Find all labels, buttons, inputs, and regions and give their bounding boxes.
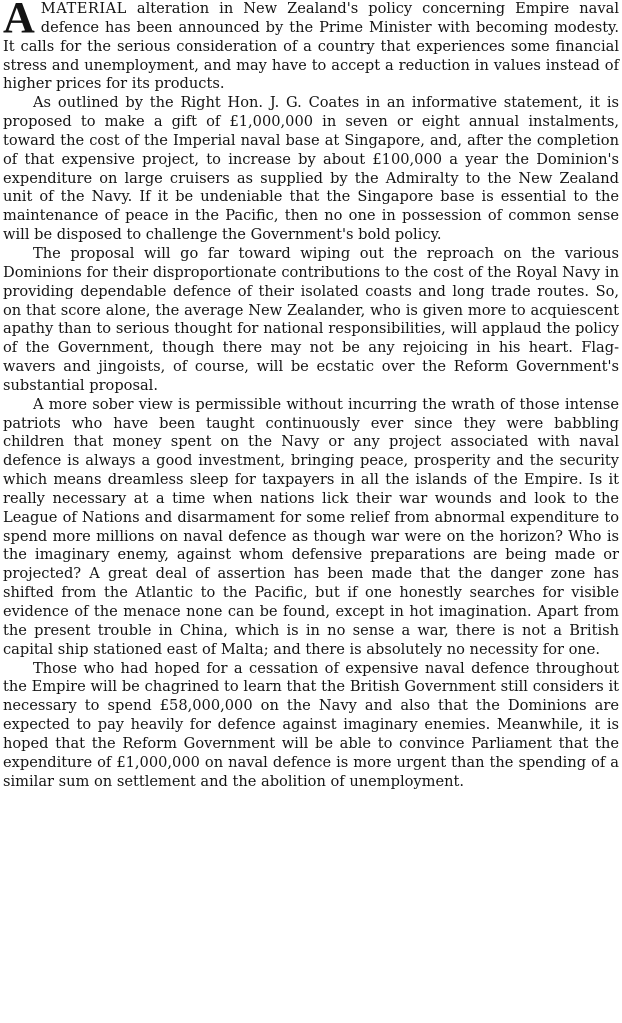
- article-paragraph-3: The proposal will go far toward wiping out the reproach on the various Dominions for their disproportionate contributions to the cost of the Royal Navy in providing dependable defence of their isolated coasts and long trade routes. So, on that score alone, the average New Zealander, who is given more to acquiescent apathy than to serious thought for national responsibilities, will applaud the policy of the Government, though there may not be any rejoicing in his heart. Flag-wavers and jingoists, of course, will be ecstatic over the Reform Government's substantial proposal.: [3, 244, 619, 394]
- article-column: [3, 0, 619, 791]
- paragraph-text: alteration in New Zealand's policy concerning Empire naval defence has been announced by the Prime Minister with becoming modesty. It calls for the serious consideration of a country that experiences some financial stress and unemployment, and may have to accept a reduction in values instead of higher prices for its products.: [3, 0, 619, 93]
- article-paragraph-5: Those who had hoped for a cessation of expensive naval defence throughout the Empire will be chagrined to learn that the British Government still considers it necessary to spend £58,000,000 on the Navy and also that the Dominions are expected to pay heavily for defence against imaginary enemies. Meanwhile, it is hoped that the Reform Government will be able to convince Parliament that the expenditure of £1,000,000 on naval defence is more urgent than the spending of a similar sum on settlement and the abolition of unemployment.: [3, 659, 619, 790]
- article-paragraph-2: As outlined by the Right Hon. J. G. Coates in an informative statement, it is proposed to make a gift of £1,000,000 in seven or eight annual instalments, toward the cost of the Imperial naval base at Singapore, and, after the completion of that expensive project, to increase by about £100,000 a year the Dominion's expenditure on large cruisers as supplied by the Admiralty to the New Zealand unit of the Navy. If it be undeniable that the Singapore base is essential to the maintenance of peace in the Pacific, then no one in possession of common sense will be disposed to challenge the Government's bold policy.: [3, 94, 619, 244]
- drop-cap: A: [3, 0, 35, 42]
- article-paragraph-4: A more sober view is permissible without incurring the wrath of those intense patriots who have been taught continuously ever since they were babbling children that money spent on the Navy or any project associated with naval defence is always a good investment, bringing peace, prosperity and the security which means dreamless sleep for taxpayers in all the islands of the Empire. Is it really necessary at a time when nations lick their war wounds and look to the League of Nations and disarmament for some relief from abnormal expenditure to spend more millions on naval defence as though war were on the horizon? Who is the imaginary enemy, against whom defensive preparations are being made or projected? A great deal of assertion has been made that the danger zone has shifted from the Atlantic to the Pacific, but if one honestly searches for visible evidence of the menace none can be found, except in hot imagination. Apart from the present trouble in China, which is in no sense a war, there is not a British capital ship stationed east of Malta; and there is absolutely no necessity for one.: [3, 395, 619, 658]
- opening-word: MATERIAL: [40, 0, 127, 17]
- article-paragraph-1: [3, 0, 619, 94]
